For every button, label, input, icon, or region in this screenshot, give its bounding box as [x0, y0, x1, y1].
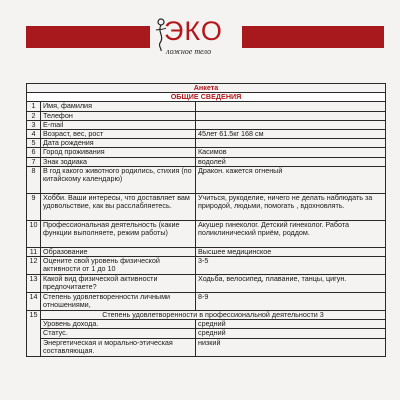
row-question: Оцените свой уровень физической активности от 1 до 10 — [41, 257, 196, 275]
row-number: 5 — [27, 139, 41, 148]
row-answer: Акушер гинеколог. Детский гинеколог. Работа поликлинический приём, роддом. — [196, 220, 386, 247]
row-number: 8 — [27, 166, 41, 193]
row-answer: Касимов — [196, 148, 386, 157]
form-row — [27, 293, 386, 311]
form-row — [27, 139, 386, 148]
subrow-answer: средний — [196, 329, 386, 338]
form-title: Анкета — [27, 84, 386, 93]
row-number: 10 — [27, 220, 41, 247]
row-answer: Ходьба, велосипед, плавание, танцы, цигун. — [196, 275, 386, 293]
subrow-answer: средний — [196, 320, 386, 329]
form-row — [27, 157, 386, 166]
row-number: 4 — [27, 130, 41, 139]
form-row — [27, 220, 386, 247]
row-number: 11 — [27, 247, 41, 256]
subrow-question: Статус. — [41, 329, 196, 338]
form-row — [27, 120, 386, 129]
row-number: 6 — [27, 148, 41, 157]
row-question: Хобби. Ваши интересы, что доставляет вам удовольствие, как вы расслабляетесь. — [41, 193, 196, 220]
subrow-question: Энергетическая и морально-этическая составляющая. — [41, 338, 196, 356]
form-row — [27, 247, 386, 256]
row-number: 2 — [27, 111, 41, 120]
row-question: Дата рождения — [41, 139, 196, 148]
form-subrow — [27, 338, 386, 356]
row-answer: Учиться, рукоделие, ничего не делать наблюдать за природой, людьми, помогать , вдохновлять. — [196, 193, 386, 220]
row-question: Степень удовлетворенности личными отношениями, — [41, 293, 196, 311]
row-number: 7 — [27, 157, 41, 166]
row-answer: 3-5 — [196, 257, 386, 275]
form-row — [27, 193, 386, 220]
section-heading-row — [27, 93, 386, 102]
form-row — [27, 166, 386, 193]
row-question: Какой вид физической активности предпочитаете? — [41, 275, 196, 293]
row-15-heading: Степень удовлетворенности в профессиональной деятельности 3 — [41, 311, 386, 320]
row-question: Образование — [41, 247, 196, 256]
form-row — [27, 111, 386, 120]
row-number: 15 — [27, 311, 41, 357]
row-question: Профессиональная деятельность (какие функции выполняете, режим работы) — [41, 220, 196, 247]
row-question: Возраст, вес, рост — [41, 130, 196, 139]
questionnaire-table — [26, 83, 386, 357]
row-answer — [196, 120, 386, 129]
form-row — [27, 102, 386, 111]
row-question: В год какого животного родились, стихия (по китайскому календарю) — [41, 166, 196, 193]
form-subrow — [27, 320, 386, 329]
form-row-15-heading — [27, 311, 386, 320]
form-subrow — [27, 329, 386, 338]
row-number: 1 — [27, 102, 41, 111]
row-answer: Дракон. кажется огненый — [196, 166, 386, 193]
brand-name: ЭКО — [164, 16, 223, 46]
row-answer — [196, 139, 386, 148]
row-question: Телефон — [41, 111, 196, 120]
form-row — [27, 148, 386, 157]
row-question: Знак зодиака — [41, 157, 196, 166]
row-answer — [196, 102, 386, 111]
section-heading: ОБЩИЕ СВЕДЕНИЯ — [27, 93, 386, 102]
row-answer: 8-9 — [196, 293, 386, 311]
row-answer: 45лет 61.5кг 168 см — [196, 130, 386, 139]
form-row — [27, 130, 386, 139]
brand-logo — [148, 14, 242, 66]
row-answer — [196, 111, 386, 120]
form-row — [27, 257, 386, 275]
row-number: 14 — [27, 293, 41, 311]
row-number: 12 — [27, 257, 41, 275]
row-question: Город проживания — [41, 148, 196, 157]
row-question: Имя, фамилия — [41, 102, 196, 111]
brand-tagline: ложное тело — [166, 47, 212, 56]
row-answer: Высшее медицинское — [196, 247, 386, 256]
row-number: 9 — [27, 193, 41, 220]
row-number: 13 — [27, 275, 41, 293]
subrow-answer: низкий — [196, 338, 386, 356]
row-number: 3 — [27, 120, 41, 129]
form-title-row — [27, 84, 386, 93]
form-row — [27, 275, 386, 293]
row-question: E-mail — [41, 120, 196, 129]
row-answer: водолей — [196, 157, 386, 166]
subrow-question: Уровень дохода. — [41, 320, 196, 329]
